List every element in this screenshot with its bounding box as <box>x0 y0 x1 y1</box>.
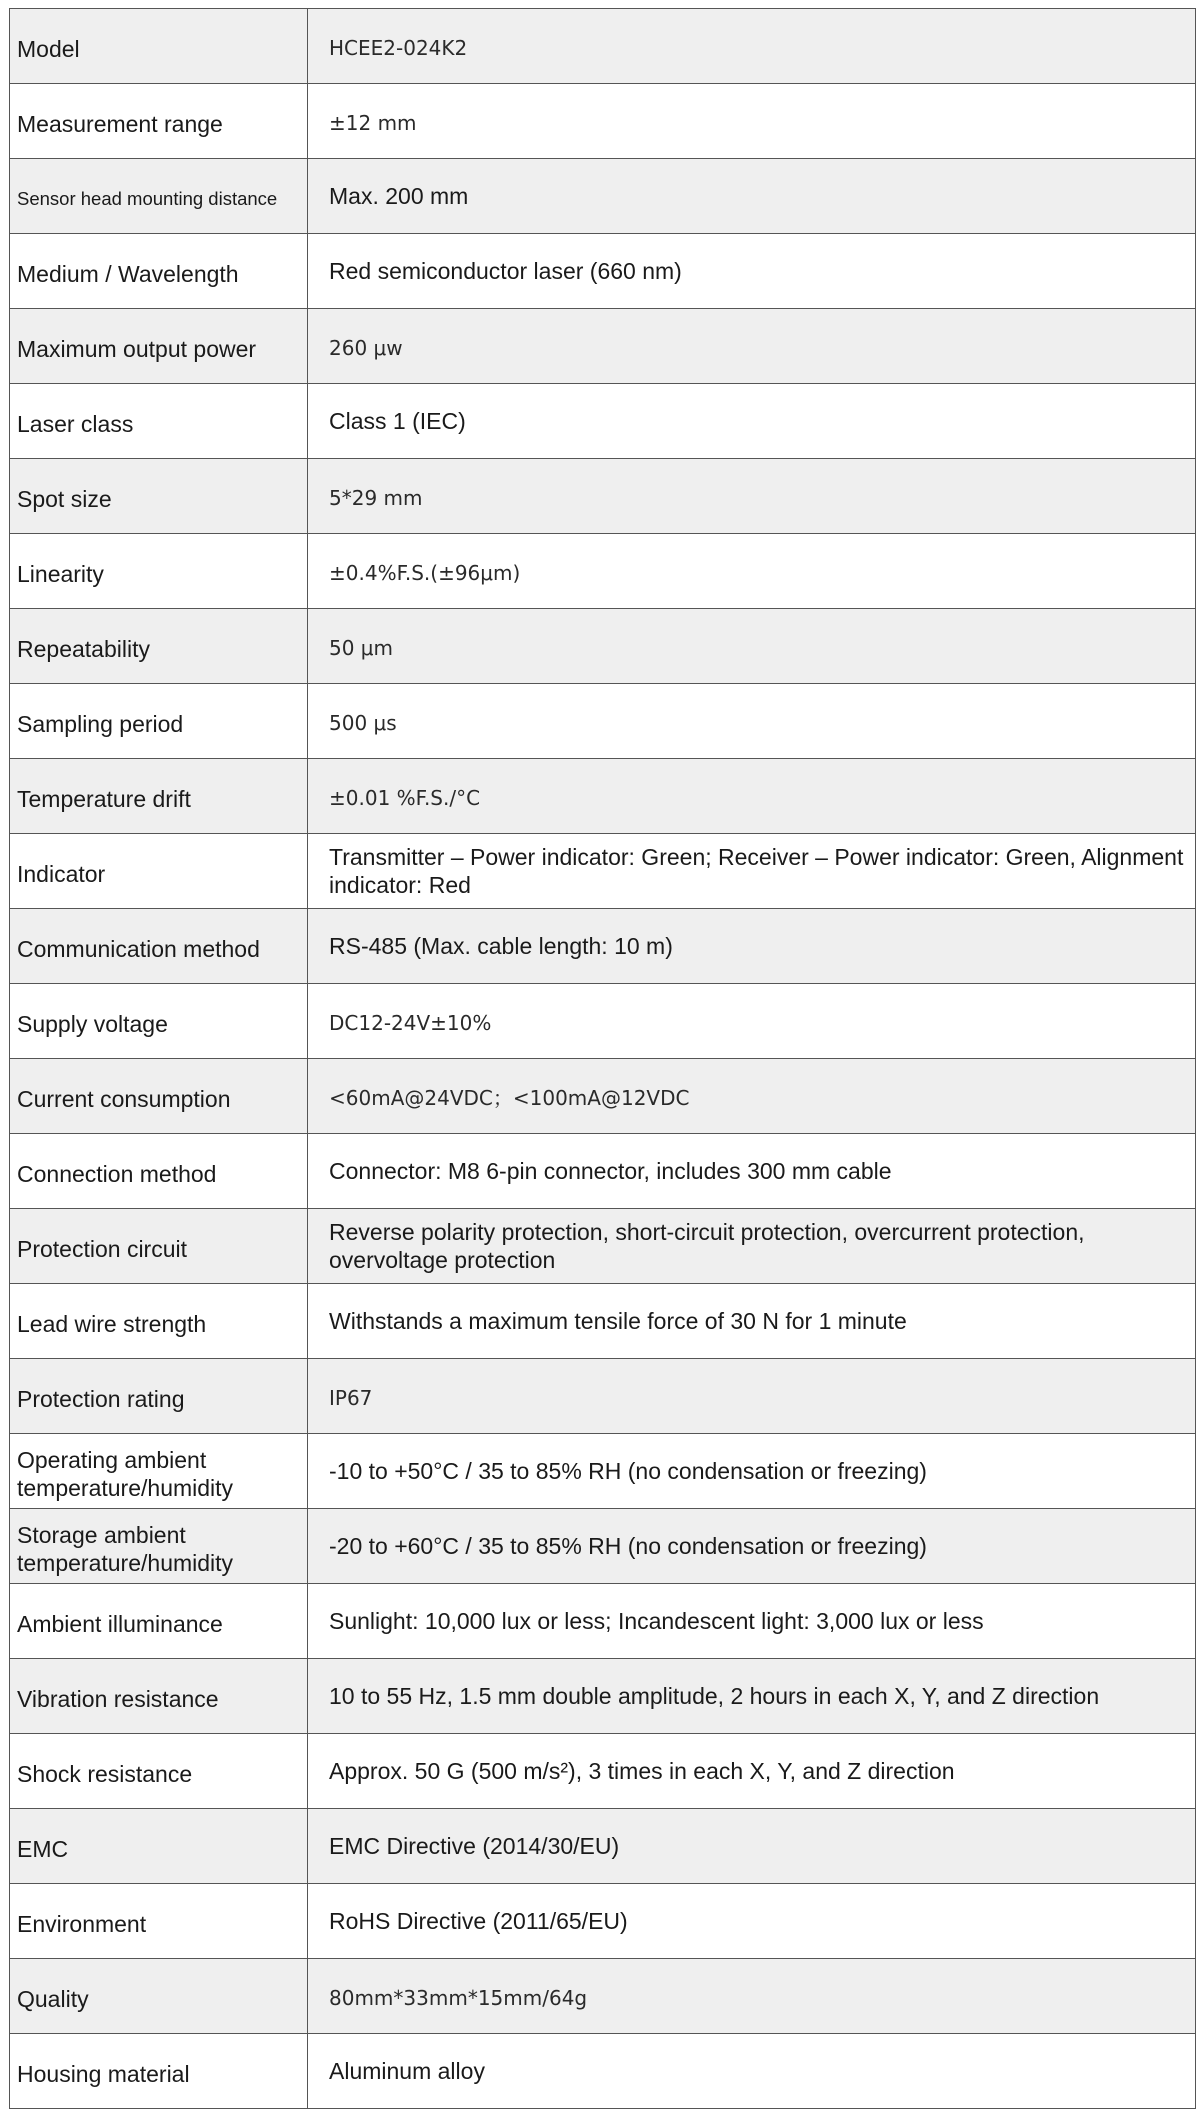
row-value: EMC Directive (2014/30/EU) <box>308 1809 1196 1884</box>
row-value: -20 to +60°C / 35 to 85% RH (no condensation or freezing) <box>308 1509 1196 1584</box>
spec-sheet <box>9 8 1196 2109</box>
row-label: Protection rating <box>10 1359 308 1434</box>
row-value: DC12-24V±10% <box>308 984 1196 1059</box>
table-row-operating-ambient <box>10 1434 1196 1509</box>
row-value: 500 μs <box>308 684 1196 759</box>
row-label: Laser class <box>10 384 308 459</box>
row-value: 80mm*33mm*15mm/64g <box>308 1959 1196 2034</box>
row-value: 50 μm <box>308 609 1196 684</box>
row-value: ±0.4%F.S.(±96μm) <box>308 534 1196 609</box>
row-value: 10 to 55 Hz, 1.5 mm double amplitude, 2 hours in each X, Y, and Z direction <box>308 1659 1196 1734</box>
row-label: Quality <box>10 1959 308 2034</box>
row-value: Aluminum alloy <box>308 2034 1196 2109</box>
row-value: IP67 <box>308 1359 1196 1434</box>
row-label: Sampling period <box>10 684 308 759</box>
table-row-laser-class <box>10 384 1196 459</box>
row-label: Vibration resistance <box>10 1659 308 1734</box>
row-label: Indicator <box>10 834 308 909</box>
row-label: Medium / Wavelength <box>10 234 308 309</box>
row-value: Transmitter – Power indicator: Green; Receiver – Power indicator: Green, Alignment indicator: Red <box>308 834 1196 909</box>
row-label: Linearity <box>10 534 308 609</box>
row-label: Model <box>10 9 308 84</box>
table-row-linearity <box>10 534 1196 609</box>
table-row-sampling-period <box>10 684 1196 759</box>
row-label: Shock resistance <box>10 1734 308 1809</box>
row-label: Current consumption <box>10 1059 308 1134</box>
table-row-protection-circuit <box>10 1209 1196 1284</box>
row-value: 260 μw <box>308 309 1196 384</box>
row-value: Approx. 50 G (500 m/s²), 3 times in each X, Y, and Z direction <box>308 1734 1196 1809</box>
table-row-communication-method <box>10 909 1196 984</box>
row-value: -10 to +50°C / 35 to 85% RH (no condensation or freezing) <box>308 1434 1196 1509</box>
row-label: Housing material <box>10 2034 308 2109</box>
table-row-max-output-power <box>10 309 1196 384</box>
table-row-connection-method <box>10 1134 1196 1209</box>
table-row-measurement-range <box>10 84 1196 159</box>
specifications-table <box>9 8 1196 2109</box>
table-row-vibration-resistance <box>10 1659 1196 1734</box>
row-label: EMC <box>10 1809 308 1884</box>
row-value: Connector: M8 6-pin connector, includes 300 mm cable <box>308 1134 1196 1209</box>
table-row-supply-voltage <box>10 984 1196 1059</box>
table-row-mounting-distance <box>10 159 1196 234</box>
table-row-housing-material <box>10 2034 1196 2109</box>
row-label: Repeatability <box>10 609 308 684</box>
table-row-spot-size <box>10 459 1196 534</box>
row-value: 5*29 mm <box>308 459 1196 534</box>
row-value: Max. 200 mm <box>308 159 1196 234</box>
table-row-emc <box>10 1809 1196 1884</box>
row-label: Lead wire strength <box>10 1284 308 1359</box>
row-label: Environment <box>10 1884 308 1959</box>
table-row-repeatability <box>10 609 1196 684</box>
table-row-protection-rating <box>10 1359 1196 1434</box>
row-label: Protection circuit <box>10 1209 308 1284</box>
table-row-current-consumption <box>10 1059 1196 1134</box>
row-label: Sensor head mounting distance <box>10 159 308 234</box>
table-row-lead-wire-strength <box>10 1284 1196 1359</box>
row-value: <60mA@24VDC；<100mA@12VDC <box>308 1059 1196 1134</box>
row-value: ±12 mm <box>308 84 1196 159</box>
table-row-temperature-drift <box>10 759 1196 834</box>
row-label: Ambient illuminance <box>10 1584 308 1659</box>
row-value: Red semiconductor laser (660 nm) <box>308 234 1196 309</box>
table-row-environment <box>10 1884 1196 1959</box>
row-value: Withstands a maximum tensile force of 30 N for 1 minute <box>308 1284 1196 1359</box>
row-label: Communication method <box>10 909 308 984</box>
table-row-model <box>10 9 1196 84</box>
row-value: HCEE2-024K2 <box>308 9 1196 84</box>
row-label: Maximum output power <box>10 309 308 384</box>
row-label: Spot size <box>10 459 308 534</box>
row-value: RS-485 (Max. cable length: 10 m) <box>308 909 1196 984</box>
table-row-medium-wavelength <box>10 234 1196 309</box>
row-value: Class 1 (IEC) <box>308 384 1196 459</box>
table-row-indicator <box>10 834 1196 909</box>
table-row-quality <box>10 1959 1196 2034</box>
row-label: Operating ambient temperature/humidity <box>10 1434 308 1509</box>
row-value: ±0.01 %F.S./°C <box>308 759 1196 834</box>
row-value: Sunlight: 10,000 lux or less; Incandescent light: 3,000 lux or less <box>308 1584 1196 1659</box>
table-row-storage-ambient <box>10 1509 1196 1584</box>
row-value: Reverse polarity protection, short-circuit protection, overcurrent protection, overvoltage protection <box>308 1209 1196 1284</box>
row-label: Storage ambient temperature/humidity <box>10 1509 308 1584</box>
row-value: RoHS Directive (2011/65/EU) <box>308 1884 1196 1959</box>
table-row-ambient-illuminance <box>10 1584 1196 1659</box>
row-label: Connection method <box>10 1134 308 1209</box>
table-row-shock-resistance <box>10 1734 1196 1809</box>
row-label: Measurement range <box>10 84 308 159</box>
row-label: Supply voltage <box>10 984 308 1059</box>
row-label: Temperature drift <box>10 759 308 834</box>
